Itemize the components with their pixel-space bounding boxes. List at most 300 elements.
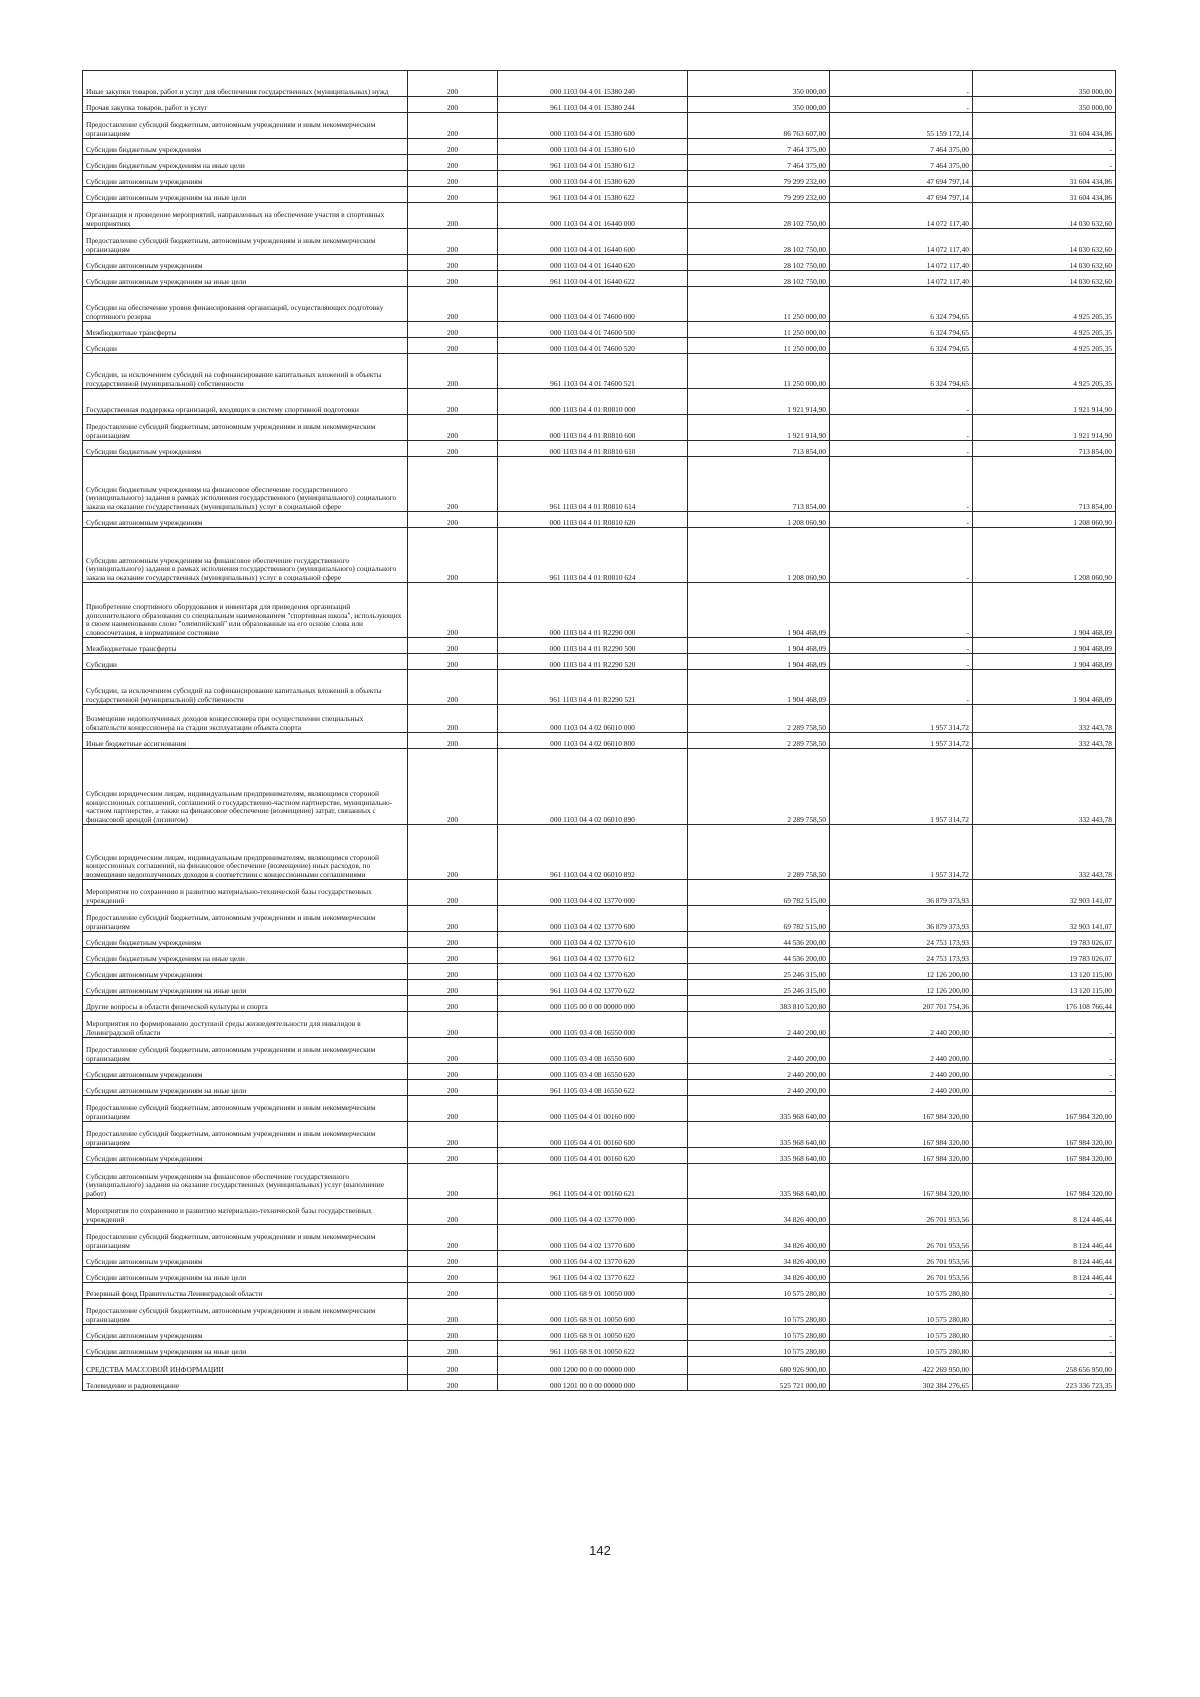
row-unexecuted-amount-cell: 167 984 320,00 — [973, 1122, 1116, 1148]
table-body — [83, 71, 1116, 1391]
row-executed-amount-cell: 26 701 953,56 — [830, 1199, 973, 1225]
row-classification-code-cell: 000 1105 04 4 02 13770 600 — [498, 1225, 688, 1251]
row-executed-amount-cell: 14 072 117,40 — [830, 255, 973, 271]
table-row — [83, 71, 1116, 97]
row-unexecuted-amount-cell: 1 904 468,09 — [973, 654, 1116, 670]
row-name-cell: Субсидии автономным учреждениям — [83, 512, 408, 528]
row-executed-amount-cell: - — [830, 528, 973, 583]
table-row — [83, 880, 1116, 906]
row-name-cell: Субсидии автономным учреждениям — [83, 1064, 408, 1080]
row-name-cell: Межбюджетные трансферты — [83, 638, 408, 654]
row-line-code-cell: 200 — [408, 654, 498, 670]
row-line-code-cell: 200 — [408, 1225, 498, 1251]
row-line-code-cell: 200 — [408, 354, 498, 389]
row-line-code-cell: 200 — [408, 1375, 498, 1391]
row-approved-amount-cell: 44 536 200,00 — [688, 948, 830, 964]
row-executed-amount-cell: - — [830, 441, 973, 457]
row-executed-amount-cell: - — [830, 97, 973, 113]
row-approved-amount-cell: 69 782 515,00 — [688, 880, 830, 906]
row-name-cell: Предоставление субсидий бюджетным, автономным учреждениям и иным некоммерческим организациям — [83, 1122, 408, 1148]
row-line-code-cell: 200 — [408, 1012, 498, 1038]
row-line-code-cell: 200 — [408, 670, 498, 705]
table-row — [83, 512, 1116, 528]
table-row — [83, 1251, 1116, 1267]
row-executed-amount-cell: 207 701 754,36 — [830, 996, 973, 1012]
row-unexecuted-amount-cell: 31 604 434,86 — [973, 171, 1116, 187]
row-classification-code-cell: 000 1103 04 4 02 06010 000 — [498, 705, 688, 733]
row-name-cell: Мероприятия по формированию доступной среды жизнедеятельности для инвалидов в Ленинградской области — [83, 1012, 408, 1038]
row-approved-amount-cell: 383 810 520,80 — [688, 996, 830, 1012]
row-classification-code-cell: 000 1103 04 4 01 15380 610 — [498, 139, 688, 155]
row-executed-amount-cell: 167 984 320,00 — [830, 1148, 973, 1164]
row-executed-amount-cell: 2 440 200,00 — [830, 1012, 973, 1038]
row-name-cell: Субсидии бюджетным учреждениям на финансовое обеспечение государственного (муниципального) задания в рамках исполнения государственного (муниципального) социального заказа на оказание государственных (муниципальных) услуг в социальной сфере — [83, 457, 408, 512]
table-row — [83, 1267, 1116, 1283]
row-classification-code-cell: 000 1105 04 4 01 00160 000 — [498, 1096, 688, 1122]
row-approved-amount-cell: 7 464 375,00 — [688, 139, 830, 155]
row-unexecuted-amount-cell: 14 030 632,60 — [973, 229, 1116, 255]
row-approved-amount-cell: 28 102 750,00 — [688, 271, 830, 287]
row-executed-amount-cell: 167 984 320,00 — [830, 1122, 973, 1148]
row-unexecuted-amount-cell: 8 124 446,44 — [973, 1225, 1116, 1251]
row-name-cell: Субсидии — [83, 654, 408, 670]
row-classification-code-cell: 000 1103 04 4 01 R2290 520 — [498, 654, 688, 670]
row-approved-amount-cell: 2 440 200,00 — [688, 1064, 830, 1080]
table-row — [83, 271, 1116, 287]
row-classification-code-cell: 000 1105 04 4 01 00160 600 — [498, 1122, 688, 1148]
row-line-code-cell: 200 — [408, 1341, 498, 1357]
row-approved-amount-cell: 2 289 758,50 — [688, 705, 830, 733]
table-row — [83, 322, 1116, 338]
row-unexecuted-amount-cell: 713 854,00 — [973, 457, 1116, 512]
row-approved-amount-cell: 34 826 400,00 — [688, 1251, 830, 1267]
row-approved-amount-cell: 1 208 060,90 — [688, 512, 830, 528]
row-executed-amount-cell: 10 575 280,80 — [830, 1325, 973, 1341]
row-name-cell: Субсидии автономным учреждениям — [83, 171, 408, 187]
table-row — [83, 980, 1116, 996]
row-name-cell: Субсидии на обеспечение уровня финансирования организаций, осуществляющих подготовку спортивного резерва — [83, 287, 408, 322]
row-classification-code-cell: 000 1103 04 4 01 16440 620 — [498, 255, 688, 271]
row-executed-amount-cell: 6 324 794,65 — [830, 322, 973, 338]
row-name-cell: Предоставление субсидий бюджетным, автономным учреждениям и иным некоммерческим организациям — [83, 1038, 408, 1064]
row-name-cell: Субсидии автономным учреждениям — [83, 1148, 408, 1164]
row-line-code-cell: 200 — [408, 733, 498, 749]
row-name-cell: Иные закупки товаров, работ и услуг для обеспечения государственных (муниципальных) нужд — [83, 71, 408, 97]
table-row — [83, 948, 1116, 964]
row-executed-amount-cell: 167 984 320,00 — [830, 1096, 973, 1122]
row-executed-amount-cell: 10 575 280,80 — [830, 1299, 973, 1325]
row-approved-amount-cell: 713 854,00 — [688, 441, 830, 457]
row-approved-amount-cell: 2 289 758,50 — [688, 825, 830, 880]
row-name-cell: Субсидии, за исключением субсидий на софинансирование капитальных вложений в объекты государственной (муниципальной) собственности — [83, 670, 408, 705]
row-unexecuted-amount-cell: 1 921 914,90 — [973, 389, 1116, 415]
row-unexecuted-amount-cell: 167 984 320,00 — [973, 1096, 1116, 1122]
row-line-code-cell: 200 — [408, 113, 498, 139]
row-unexecuted-amount-cell: 13 120 115,00 — [973, 980, 1116, 996]
row-classification-code-cell: 961 1105 03 4 08 16550 622 — [498, 1080, 688, 1096]
row-classification-code-cell: 961 1103 04 4 01 16440 622 — [498, 271, 688, 287]
row-name-cell: Телевидение и радиовещание — [83, 1375, 408, 1391]
row-approved-amount-cell: 1 904 468,09 — [688, 654, 830, 670]
row-executed-amount-cell: - — [830, 415, 973, 441]
row-unexecuted-amount-cell: 14 030 632,60 — [973, 255, 1116, 271]
budget-report-sheet — [82, 70, 1115, 1391]
row-line-code-cell: 200 — [408, 287, 498, 322]
row-classification-code-cell: 000 1103 04 4 01 74600 520 — [498, 338, 688, 354]
row-executed-amount-cell: 47 694 797,14 — [830, 171, 973, 187]
row-unexecuted-amount-cell: 167 984 320,00 — [973, 1148, 1116, 1164]
table-row — [83, 825, 1116, 880]
row-line-code-cell: 200 — [408, 229, 498, 255]
table-row — [83, 1064, 1116, 1080]
row-line-code-cell: 200 — [408, 1122, 498, 1148]
row-approved-amount-cell: 1 921 914,90 — [688, 389, 830, 415]
row-executed-amount-cell: 302 384 276,65 — [830, 1375, 973, 1391]
row-line-code-cell: 200 — [408, 1080, 498, 1096]
row-unexecuted-amount-cell: 350 000,00 — [973, 71, 1116, 97]
row-approved-amount-cell: 2 289 758,50 — [688, 733, 830, 749]
row-approved-amount-cell: 28 102 750,00 — [688, 255, 830, 271]
row-unexecuted-amount-cell: - — [973, 1080, 1116, 1096]
row-approved-amount-cell: 79 299 232,00 — [688, 187, 830, 203]
row-classification-code-cell: 000 1103 04 4 02 13770 600 — [498, 906, 688, 932]
row-unexecuted-amount-cell: 167 984 320,00 — [973, 1164, 1116, 1199]
table-row — [83, 97, 1116, 113]
row-classification-code-cell: 000 1103 04 4 01 16440 000 — [498, 203, 688, 229]
row-unexecuted-amount-cell: 223 336 723,35 — [973, 1375, 1116, 1391]
row-line-code-cell: 200 — [408, 1357, 498, 1375]
row-classification-code-cell: 000 1103 04 4 01 16440 600 — [498, 229, 688, 255]
row-name-cell: Предоставление субсидий бюджетным, автономным учреждениям и иным некоммерческим организациям — [83, 415, 408, 441]
table-row — [83, 1080, 1116, 1096]
row-executed-amount-cell: 2 440 200,00 — [830, 1064, 973, 1080]
row-name-cell: Мероприятия по сохранению и развитию материально-технической базы государственных учреждений — [83, 1199, 408, 1225]
row-approved-amount-cell: 34 826 400,00 — [688, 1267, 830, 1283]
table-row — [83, 1325, 1116, 1341]
table-row — [83, 1148, 1116, 1164]
row-classification-code-cell: 961 1103 04 4 02 13770 612 — [498, 948, 688, 964]
row-executed-amount-cell: 24 753 173,93 — [830, 948, 973, 964]
row-name-cell: Субсидии — [83, 338, 408, 354]
row-approved-amount-cell: 525 721 000,00 — [688, 1375, 830, 1391]
row-unexecuted-amount-cell: - — [973, 155, 1116, 171]
row-unexecuted-amount-cell: 14 030 632,60 — [973, 271, 1116, 287]
row-approved-amount-cell: 28 102 750,00 — [688, 229, 830, 255]
row-name-cell: Субсидии юридическим лицам, индивидуальным предпринимателям, являющимся стороной концессионных соглашений, на финансовое обеспечение (возмещение) иных расходов, по возмещению недополученных доходов в соответствии с концессионными соглашениями — [83, 825, 408, 880]
row-approved-amount-cell: 86 763 607,00 — [688, 113, 830, 139]
row-line-code-cell: 200 — [408, 1251, 498, 1267]
table-row — [83, 203, 1116, 229]
row-executed-amount-cell: - — [830, 670, 973, 705]
row-executed-amount-cell: - — [830, 512, 973, 528]
row-approved-amount-cell: 10 575 280,80 — [688, 1341, 830, 1357]
row-unexecuted-amount-cell: - — [973, 1341, 1116, 1357]
row-unexecuted-amount-cell: - — [973, 1283, 1116, 1299]
row-executed-amount-cell: 2 440 200,00 — [830, 1038, 973, 1064]
table-row — [83, 1199, 1116, 1225]
row-unexecuted-amount-cell: 32 903 141,07 — [973, 906, 1116, 932]
row-unexecuted-amount-cell: - — [973, 1038, 1116, 1064]
row-name-cell: СРЕДСТВА МАССОВОЙ ИНФОРМАЦИИ — [83, 1357, 408, 1375]
row-executed-amount-cell: 55 159 172,14 — [830, 113, 973, 139]
row-classification-code-cell: 000 1105 03 4 08 16550 000 — [498, 1012, 688, 1038]
row-line-code-cell: 200 — [408, 338, 498, 354]
row-unexecuted-amount-cell: 14 030 632,60 — [973, 203, 1116, 229]
row-classification-code-cell: 000 1105 03 4 08 16550 620 — [498, 1064, 688, 1080]
row-name-cell: Субсидии автономным учреждениям — [83, 1325, 408, 1341]
row-approved-amount-cell: 11 250 000,00 — [688, 322, 830, 338]
row-line-code-cell: 200 — [408, 880, 498, 906]
row-classification-code-cell: 000 1105 04 4 02 13770 620 — [498, 1251, 688, 1267]
row-line-code-cell: 200 — [408, 1148, 498, 1164]
row-line-code-cell: 200 — [408, 1096, 498, 1122]
row-unexecuted-amount-cell: - — [973, 1299, 1116, 1325]
row-executed-amount-cell: 12 126 200,00 — [830, 964, 973, 980]
table-row — [83, 389, 1116, 415]
row-classification-code-cell: 961 1103 04 4 01 15380 612 — [498, 155, 688, 171]
row-executed-amount-cell: 422 269 950,00 — [830, 1357, 973, 1375]
row-unexecuted-amount-cell: 31 604 434,86 — [973, 113, 1116, 139]
row-unexecuted-amount-cell: 13 120 115,00 — [973, 964, 1116, 980]
row-line-code-cell: 200 — [408, 187, 498, 203]
row-name-cell: Межбюджетные трансферты — [83, 322, 408, 338]
row-name-cell: Субсидии бюджетным учреждениям на иные цели — [83, 948, 408, 964]
row-unexecuted-amount-cell: 4 925 205,35 — [973, 354, 1116, 389]
row-classification-code-cell: 000 1103 04 4 02 13770 000 — [498, 880, 688, 906]
row-classification-code-cell: 000 1103 04 4 01 R2290 500 — [498, 638, 688, 654]
row-approved-amount-cell: 79 299 232,00 — [688, 171, 830, 187]
row-unexecuted-amount-cell: 31 604 434,86 — [973, 187, 1116, 203]
table-row — [83, 229, 1116, 255]
table-row — [83, 1225, 1116, 1251]
row-name-cell: Предоставление субсидий бюджетным, автономным учреждениям и иным некоммерческим организациям — [83, 1225, 408, 1251]
row-classification-code-cell: 000 1103 04 4 01 15380 620 — [498, 171, 688, 187]
row-name-cell: Резервный фонд Правительства Ленинградской области — [83, 1283, 408, 1299]
row-line-code-cell: 200 — [408, 322, 498, 338]
table-row — [83, 996, 1116, 1012]
row-executed-amount-cell: 26 701 953,56 — [830, 1251, 973, 1267]
row-line-code-cell: 200 — [408, 1038, 498, 1064]
row-name-cell: Другие вопросы в области физической культуры и спорта — [83, 996, 408, 1012]
row-unexecuted-amount-cell: 332 443,78 — [973, 705, 1116, 733]
row-unexecuted-amount-cell: 350 000,00 — [973, 97, 1116, 113]
row-approved-amount-cell: 34 826 400,00 — [688, 1199, 830, 1225]
table-row — [83, 1283, 1116, 1299]
row-name-cell: Субсидии автономным учреждениям на финансовое обеспечение государственного (муниципального) задания на оказание государственных (муниципальных) услуг (выполнение работ) — [83, 1164, 408, 1199]
row-line-code-cell: 200 — [408, 389, 498, 415]
row-approved-amount-cell: 25 246 315,00 — [688, 964, 830, 980]
row-executed-amount-cell: 7 464 375,00 — [830, 155, 973, 171]
row-unexecuted-amount-cell: - — [973, 1012, 1116, 1038]
row-executed-amount-cell: 36 879 373,93 — [830, 880, 973, 906]
table-row — [83, 638, 1116, 654]
row-approved-amount-cell: 10 575 280,80 — [688, 1299, 830, 1325]
row-approved-amount-cell: 350 000,00 — [688, 97, 830, 113]
row-classification-code-cell: 000 1103 04 4 01 R0810 610 — [498, 441, 688, 457]
row-name-cell: Субсидии автономным учреждениям на иные цели — [83, 1341, 408, 1357]
row-name-cell: Субсидии юридическим лицам, индивидуальным предпринимателям, являющимся стороной концессионных соглашений, соглашений о государственно-частном партнерстве, муниципально-частном партнерстве, а также на финансовое обеспечение (возмещение) затрат, связанных с финансовой арендой (лизингом) — [83, 749, 408, 825]
row-executed-amount-cell: 1 957 314,72 — [830, 749, 973, 825]
row-classification-code-cell: 000 1103 04 4 01 74600 000 — [498, 287, 688, 322]
row-line-code-cell: 200 — [408, 1164, 498, 1199]
row-executed-amount-cell: 1 957 314,72 — [830, 705, 973, 733]
row-name-cell: Мероприятия по сохранению и развитию материально-технической базы государственных учреждений — [83, 880, 408, 906]
row-line-code-cell: 200 — [408, 964, 498, 980]
row-classification-code-cell: 000 1103 04 4 01 74600 500 — [498, 322, 688, 338]
row-approved-amount-cell: 44 536 200,00 — [688, 932, 830, 948]
row-line-code-cell: 200 — [408, 638, 498, 654]
row-line-code-cell: 200 — [408, 980, 498, 996]
table-row — [83, 749, 1116, 825]
row-unexecuted-amount-cell: 32 903 141,07 — [973, 880, 1116, 906]
row-classification-code-cell: 000 1103 04 4 02 13770 620 — [498, 964, 688, 980]
row-classification-code-cell: 961 1103 04 4 02 06010 892 — [498, 825, 688, 880]
row-unexecuted-amount-cell: 4 925 205,35 — [973, 322, 1116, 338]
table-row — [83, 733, 1116, 749]
table-row — [83, 287, 1116, 322]
table-row — [83, 1122, 1116, 1148]
table-row — [83, 1341, 1116, 1357]
row-unexecuted-amount-cell: 4 925 205,35 — [973, 287, 1116, 322]
row-name-cell: Предоставление субсидий бюджетным, автономным учреждениям и иным некоммерческим организациям — [83, 1299, 408, 1325]
row-line-code-cell: 200 — [408, 457, 498, 512]
row-classification-code-cell: 000 1103 04 4 02 06010 800 — [498, 733, 688, 749]
row-approved-amount-cell: 11 250 000,00 — [688, 354, 830, 389]
row-approved-amount-cell: 1 208 060,90 — [688, 528, 830, 583]
row-executed-amount-cell: - — [830, 71, 973, 97]
row-classification-code-cell: 000 1103 04 4 01 R0810 620 — [498, 512, 688, 528]
row-unexecuted-amount-cell: 258 656 950,00 — [973, 1357, 1116, 1375]
row-approved-amount-cell: 1 904 468,09 — [688, 670, 830, 705]
row-classification-code-cell: 000 1103 04 4 01 R0810 000 — [498, 389, 688, 415]
row-unexecuted-amount-cell: 8 124 446,44 — [973, 1251, 1116, 1267]
table-row — [83, 1096, 1116, 1122]
row-executed-amount-cell: 14 072 117,40 — [830, 229, 973, 255]
page-number: 142 — [589, 1543, 611, 1558]
row-classification-code-cell: 000 1103 04 4 02 06010 890 — [498, 749, 688, 825]
row-classification-code-cell: 000 1105 68 9 01 10050 000 — [498, 1283, 688, 1299]
row-line-code-cell: 200 — [408, 1283, 498, 1299]
row-executed-amount-cell: 47 694 797,14 — [830, 187, 973, 203]
row-line-code-cell: 200 — [408, 1267, 498, 1283]
row-line-code-cell: 200 — [408, 1199, 498, 1225]
table-row — [83, 338, 1116, 354]
row-approved-amount-cell: 34 826 400,00 — [688, 1225, 830, 1251]
row-name-cell: Субсидии автономным учреждениям на иные цели — [83, 980, 408, 996]
row-unexecuted-amount-cell: 19 783 026,07 — [973, 932, 1116, 948]
row-name-cell: Субсидии бюджетным учреждениям — [83, 441, 408, 457]
row-classification-code-cell: 000 1105 68 9 01 10050 620 — [498, 1325, 688, 1341]
row-executed-amount-cell: 6 324 794,65 — [830, 338, 973, 354]
table-row — [83, 415, 1116, 441]
row-approved-amount-cell: 335 968 640,00 — [688, 1148, 830, 1164]
row-executed-amount-cell: 2 440 200,00 — [830, 1080, 973, 1096]
row-name-cell: Субсидии автономным учреждениям на иные цели — [83, 271, 408, 287]
row-executed-amount-cell: 26 701 953,56 — [830, 1267, 973, 1283]
table-row — [83, 654, 1116, 670]
row-executed-amount-cell: 1 957 314,72 — [830, 733, 973, 749]
row-name-cell: Субсидии автономным учреждениям на финансовое обеспечение государственного (муниципального) задания в рамках исполнения государственного (муниципального) социального заказа на оказание государственных (муниципальных) услуг в социальной сфере — [83, 528, 408, 583]
row-classification-code-cell: 000 1103 04 4 01 15380 240 — [498, 71, 688, 97]
row-approved-amount-cell: 335 968 640,00 — [688, 1164, 830, 1199]
table-row — [83, 1164, 1116, 1199]
row-line-code-cell: 200 — [408, 139, 498, 155]
row-unexecuted-amount-cell: 713 854,00 — [973, 441, 1116, 457]
row-line-code-cell: 200 — [408, 203, 498, 229]
row-unexecuted-amount-cell: 19 783 026,07 — [973, 948, 1116, 964]
row-name-cell: Государственная поддержка организаций, входящих в систему спортивной подготовки — [83, 389, 408, 415]
row-unexecuted-amount-cell: 332 443,78 — [973, 825, 1116, 880]
row-name-cell: Субсидии автономным учреждениям на иные цели — [83, 1080, 408, 1096]
row-line-code-cell: 200 — [408, 512, 498, 528]
row-executed-amount-cell: - — [830, 389, 973, 415]
table-row — [83, 354, 1116, 389]
row-name-cell: Субсидии, за исключением субсидий на софинансирование капитальных вложений в объекты государственной (муниципальной) собственности — [83, 354, 408, 389]
row-executed-amount-cell: - — [830, 654, 973, 670]
table-row — [83, 113, 1116, 139]
row-executed-amount-cell: 167 984 320,00 — [830, 1164, 973, 1199]
row-classification-code-cell: 000 1103 04 4 02 13770 610 — [498, 932, 688, 948]
row-approved-amount-cell: 1 921 914,90 — [688, 415, 830, 441]
row-classification-code-cell: 000 1103 04 4 01 R0810 600 — [498, 415, 688, 441]
row-executed-amount-cell: 10 575 280,80 — [830, 1341, 973, 1357]
table-row — [83, 1038, 1116, 1064]
row-classification-code-cell: 961 1103 04 4 01 R2290 521 — [498, 670, 688, 705]
row-line-code-cell: 200 — [408, 1064, 498, 1080]
row-executed-amount-cell: 1 957 314,72 — [830, 825, 973, 880]
row-line-code-cell: 200 — [408, 271, 498, 287]
row-approved-amount-cell: 680 926 900,00 — [688, 1357, 830, 1375]
row-approved-amount-cell: 1 904 468,09 — [688, 638, 830, 654]
row-executed-amount-cell: 6 324 794,65 — [830, 354, 973, 389]
table-row — [83, 1375, 1116, 1391]
row-line-code-cell: 200 — [408, 528, 498, 583]
row-approved-amount-cell: 2 440 200,00 — [688, 1012, 830, 1038]
row-name-cell: Приобретение спортивного оборудования и инвентаря для приведения организаций дополнительного образования со специальным наименованием "спортивная школа", использующих в своем наименовании слово "олимпийский" или образованные на его основе слова или словосочетания, в нормативное состояние — [83, 583, 408, 638]
row-name-cell: Организация и проведение мероприятий, направленных на обеспечение участия в спортивных мероприятиях — [83, 203, 408, 229]
row-executed-amount-cell: 12 126 200,00 — [830, 980, 973, 996]
row-name-cell: Прочая закупка товаров, работ и услуг — [83, 97, 408, 113]
row-classification-code-cell: 961 1103 04 4 01 R0810 614 — [498, 457, 688, 512]
row-unexecuted-amount-cell: - — [973, 139, 1116, 155]
table-row — [83, 906, 1116, 932]
row-line-code-cell: 200 — [408, 583, 498, 638]
row-approved-amount-cell: 7 464 375,00 — [688, 155, 830, 171]
row-name-cell: Субсидии автономным учреждениям — [83, 1251, 408, 1267]
row-executed-amount-cell: 10 575 280,80 — [830, 1283, 973, 1299]
row-unexecuted-amount-cell: 8 124 446,44 — [973, 1267, 1116, 1283]
row-name-cell: Предоставление субсидий бюджетным, автономным учреждениям и иным некоммерческим организациям — [83, 906, 408, 932]
row-classification-code-cell: 000 1200 00 0 00 00000 000 — [498, 1357, 688, 1375]
table-row — [83, 441, 1116, 457]
row-classification-code-cell: 000 1103 04 4 01 15380 600 — [498, 113, 688, 139]
row-classification-code-cell: 961 1103 04 4 02 13770 622 — [498, 980, 688, 996]
row-unexecuted-amount-cell: 1 208 060,90 — [973, 512, 1116, 528]
table-row — [83, 255, 1116, 271]
row-approved-amount-cell: 28 102 750,00 — [688, 203, 830, 229]
row-executed-amount-cell: - — [830, 583, 973, 638]
row-approved-amount-cell: 335 968 640,00 — [688, 1096, 830, 1122]
row-unexecuted-amount-cell: - — [973, 1064, 1116, 1080]
row-name-cell: Предоставление субсидий бюджетным, автономным учреждениям и иным некоммерческим организациям — [83, 113, 408, 139]
table-row — [83, 583, 1116, 638]
row-classification-code-cell: 961 1103 04 4 01 15380 244 — [498, 97, 688, 113]
row-unexecuted-amount-cell: 4 925 205,35 — [973, 338, 1116, 354]
table-row — [83, 932, 1116, 948]
row-name-cell: Иные бюджетные ассигнования — [83, 733, 408, 749]
row-approved-amount-cell: 10 575 280,80 — [688, 1325, 830, 1341]
row-unexecuted-amount-cell: 1 904 468,09 — [973, 583, 1116, 638]
